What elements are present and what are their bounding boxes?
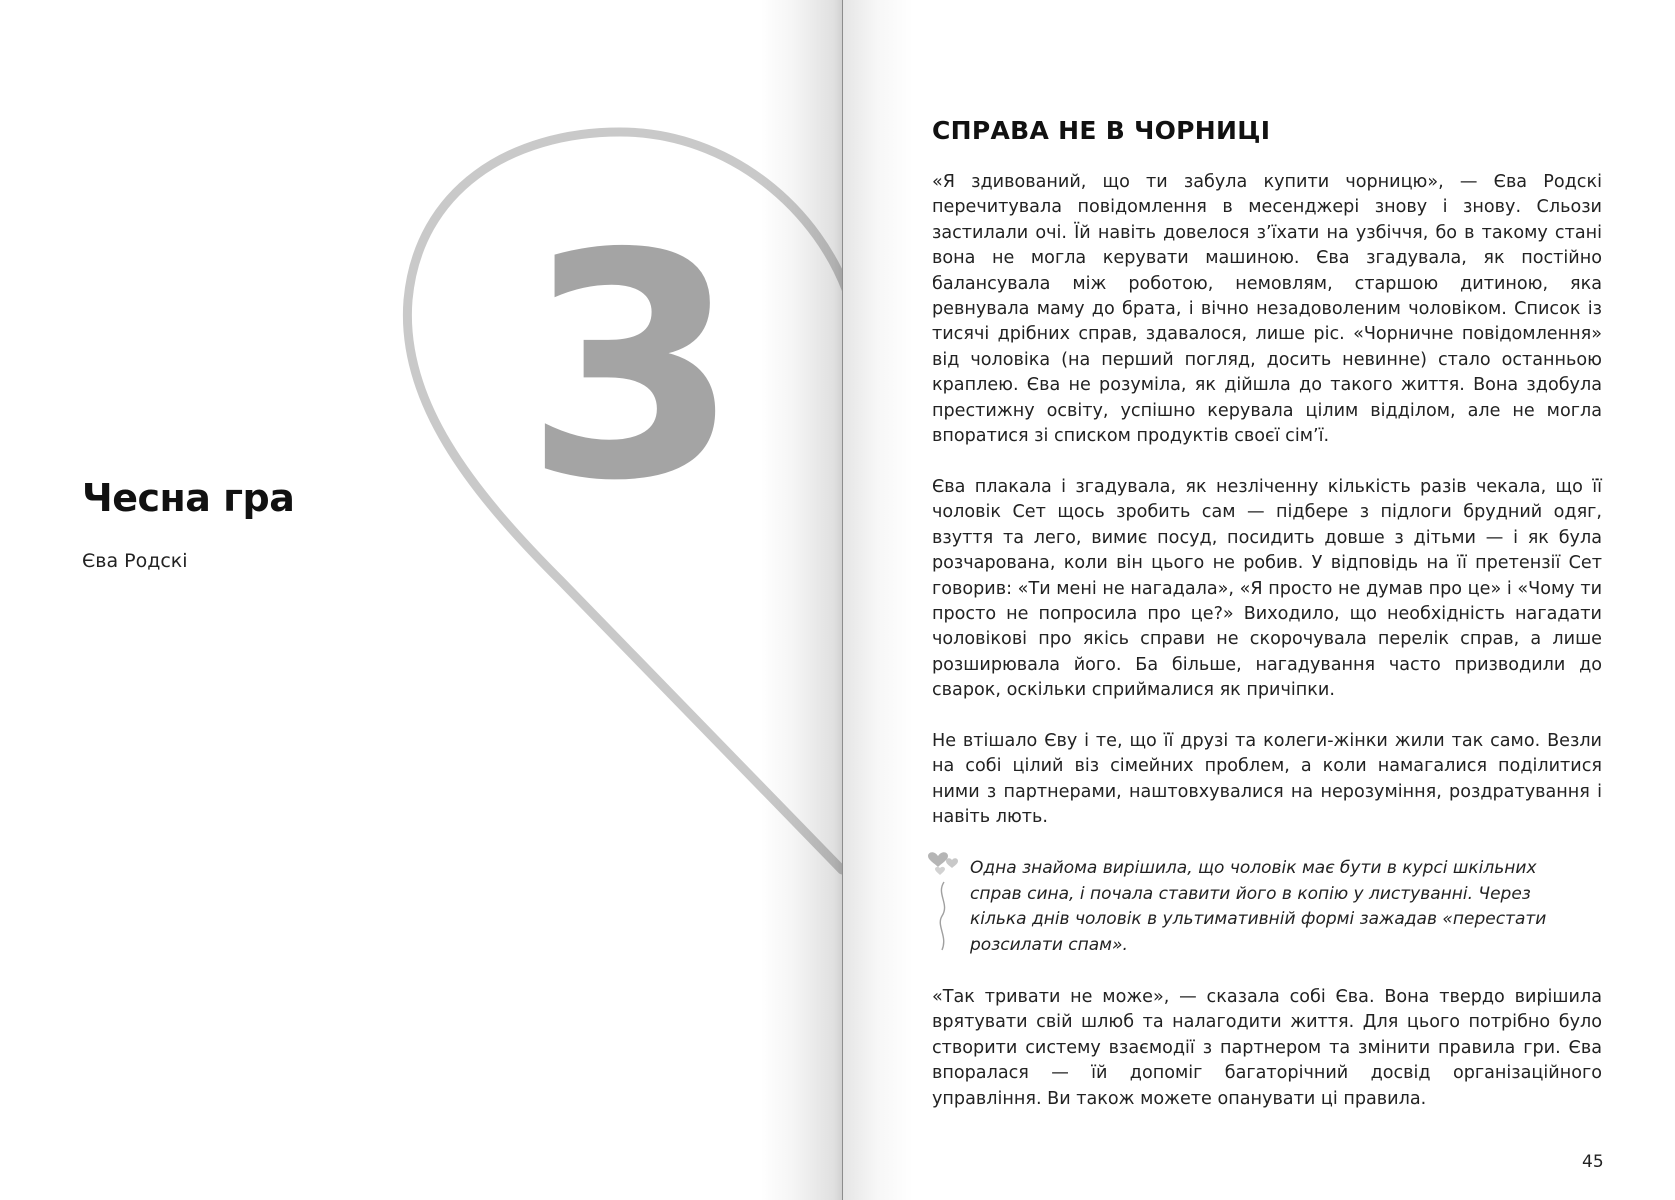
chapter-title: Чесна гра (82, 476, 295, 520)
paragraph-1: «Я здивований, що ти забула купити чорницю», — Єва Родскі перечитувала повідомлення в месенджері знову і знову. Сльози застилали очі. Їй навіть довелося з’їхати на узбіччя, бо в такому стані вона не могла керувати машиною. Єва згадувала, як постійно балансувала між роботою, немовлям, старшою дитиною, яка ревнувала маму до брата, і вічно незадоволеним чоловіком. Список із тисячі дрібних справ, здавалося, лише ріс. «Чорничне повідомлення» від чоловіка (на перший погляд, досить невинне) стало останньою краплею. Єва не розуміла, як дійшла до такого життя. Вона здобула престижну освіту, успішно керувала цілим відділом, але не могла впоратися зі списком продуктів своєї сім’ї. (932, 172, 1602, 447)
chapter-number: 3 (524, 188, 740, 549)
hearts-balloon-icon (928, 842, 962, 962)
section-heading: СПРАВА НЕ В ЧОРНИЦІ (932, 116, 1271, 145)
gutter-shadow-right (843, 0, 913, 1200)
quote-block (928, 842, 1618, 962)
page-number: 45 (1582, 1152, 1604, 1172)
quote-text: Одна знайома вирішила, що чоловік має бути в курсі шкільних справ сина, і почала ставити його в копію у листуванні. Через кілька днів чоловік в ультимативній формі зажадав «перестати розсилати спам». (970, 858, 1547, 955)
paragraph-3: Не втішало Єву і те, що її друзі та колеги-жінки жили так само. Везли на собі цілий віз сімейних проблем, а коли намагалися поділитися ними з партнерами, наштовхувалися на нерозуміння, роздратування і навіть лють. (932, 731, 1602, 828)
chapter-author: Єва Родскі (82, 550, 188, 572)
book-spine (842, 0, 843, 1200)
paragraph-2: Єва плакала і згадувала, як незліченну кількість разів чекала, що її чоловік Сет щось зробить сам — підбере з підлоги брудний одяг, взуття та лего, вимиє посуд, посидить довше з дітьми — і як була розчарована, коли він цього не робив. У відповідь на її претензії Сет говорив: «Ти мені не нагадала», «Я просто не думав про це» і «Чому ти просто не попросила про це?» Виходило, що необхідність нагадати чоловікові про якісь справи не скорочувала перелік справ, а лише розширювала його. Ба більше, нагадування часто призводили до сварок, оскільки сприймалися як причіпки. (932, 477, 1602, 701)
paragraph-4: «Так тривати не може», — сказала собі Єва. Вона твердо вирішила врятувати свій шлюб та налагодити життя. Для цього потрібно було створити систему взаємодії з партнером та змінити правила гри. Єва впоралася — їй допоміг багаторічний досвід організаційного управління. Ви також можете опанувати ці правила. (932, 987, 1602, 1109)
gutter-shadow (760, 0, 842, 1200)
